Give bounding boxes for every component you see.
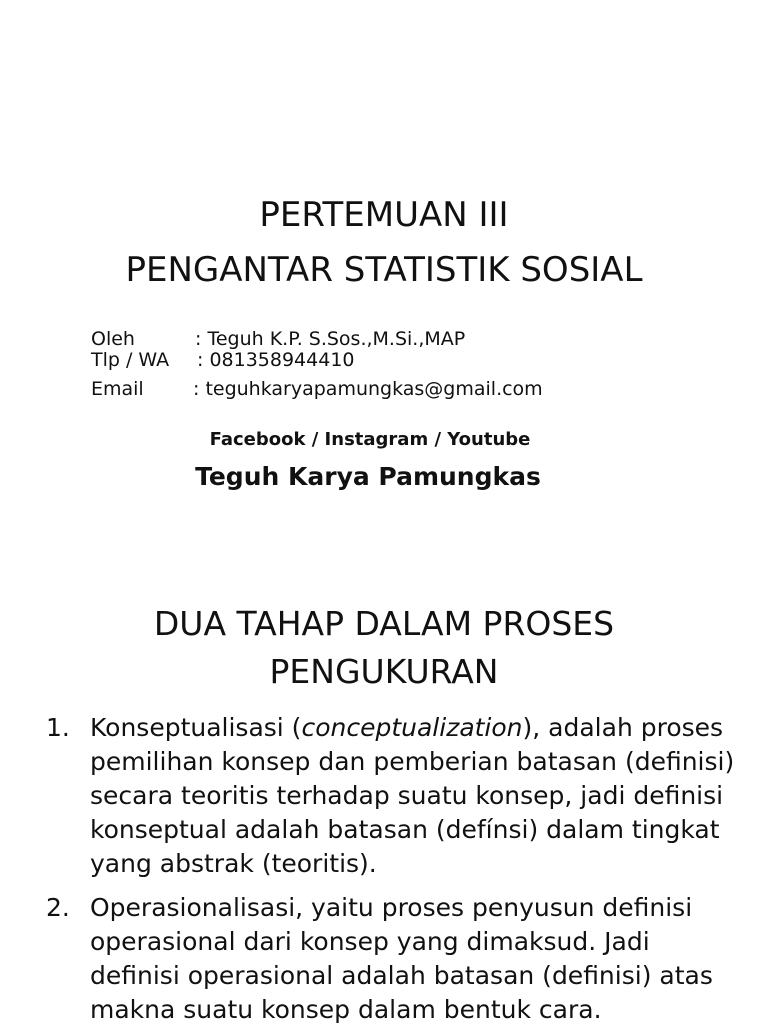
email-value: : teguhkaryapamungkas@gmail.com bbox=[193, 378, 543, 400]
phone-label: Tlp / WA bbox=[91, 349, 170, 371]
author-label: Oleh bbox=[91, 328, 135, 350]
author-value: : Teguh K.P. S.Sos.,M.Si.,MAP bbox=[195, 328, 466, 350]
section-title-line-2: PENGUKURAN bbox=[269, 652, 499, 691]
list-item-text-start: Konseptualisasi ( bbox=[90, 713, 302, 742]
slide-title-line-1: PERTEMUAN III bbox=[259, 195, 509, 235]
phone-row bbox=[91, 348, 355, 372]
definition-list bbox=[0, 711, 768, 1024]
list-item-text-rest: ), adalah proses pemilihan konsep dan pemberian batasan (definisi) secara teoritis terhadap suatu konsep, jadi definisi konseptual adalah batasan (defínsi) dalam tingkat yang abstrak (teoritis). bbox=[90, 713, 735, 878]
phone-value: : 081358944410 bbox=[197, 349, 355, 371]
author-name: Teguh Karya Pamungkas bbox=[195, 462, 541, 491]
list-item-text bbox=[90, 711, 740, 881]
list-item bbox=[0, 891, 768, 1024]
social-media-label: Facebook / Instagram / Youtube bbox=[209, 429, 531, 450]
list-item-text: Operasionalisasi, yaitu proses penyusun definisi operasional dari konsep yang dimaksud. Jadi definisi operasional adalah batasan (definisi) atas makna suatu konsep dalam bentuk cara. bbox=[90, 893, 713, 1024]
section-title-line-1: DUA TAHAP DALAM PROSES bbox=[153, 604, 615, 643]
list-item-number: 1. bbox=[46, 713, 70, 742]
list-item-italic-term: conceptualization bbox=[301, 713, 523, 742]
list-item-number: 2. bbox=[46, 893, 70, 922]
email-label: Email bbox=[91, 378, 144, 400]
list-item bbox=[0, 711, 768, 881]
slide-title-line-2: PENGANTAR STATISTIK SOSIAL bbox=[125, 250, 643, 290]
email-row bbox=[91, 377, 543, 401]
